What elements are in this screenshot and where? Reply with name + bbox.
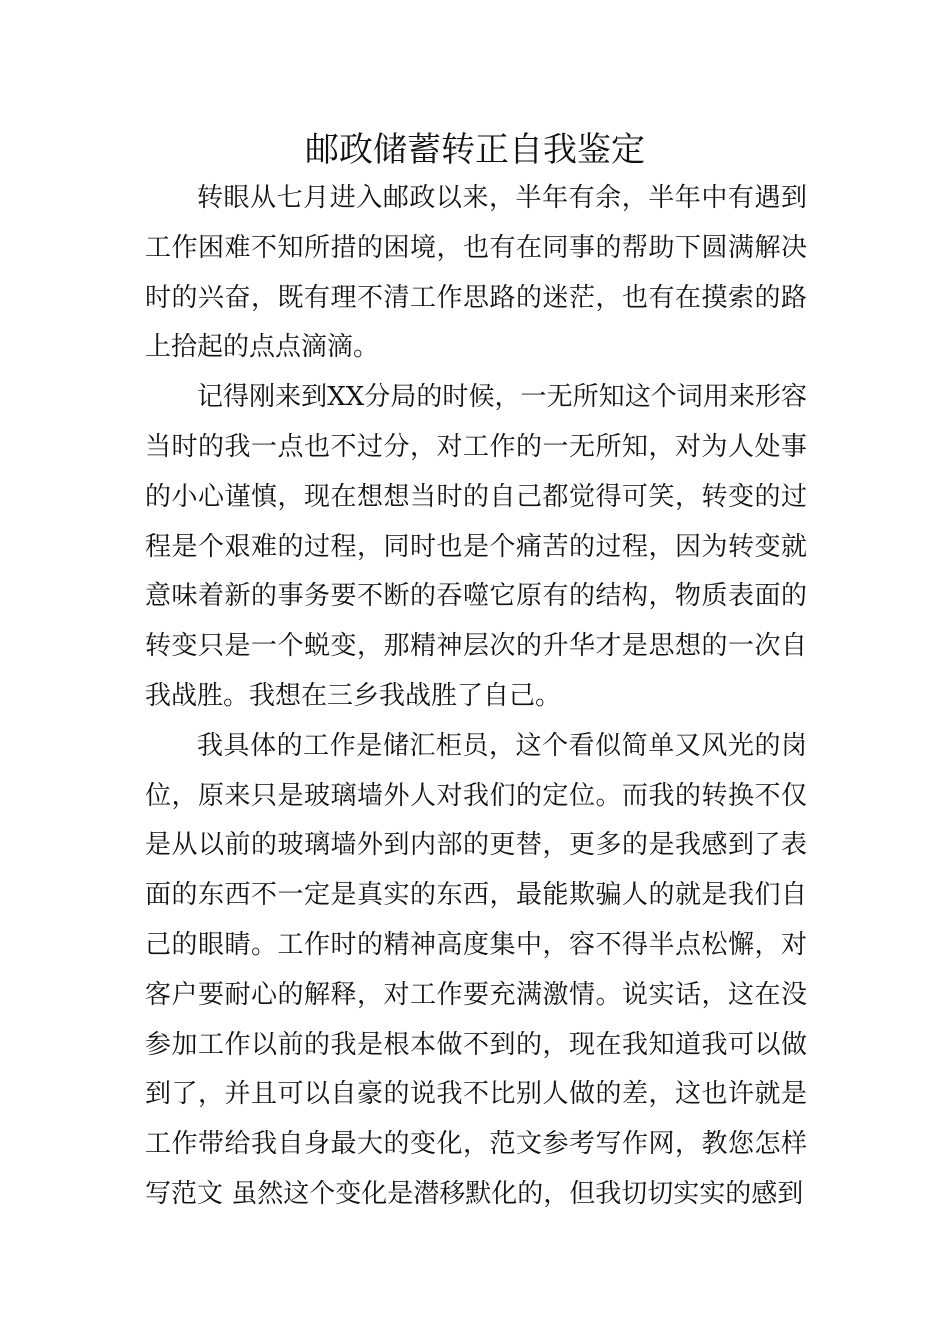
document-body xyxy=(145,174,807,1220)
document-title: 邮政储蓄转正自我鉴定 xyxy=(305,130,645,170)
paragraph-3: 我具体的工作是储汇柜员，这个看似简单又风光的岗位，原来只是玻璃墙外人对我们的定位。而我的转换不仅是从以前的玻璃墙外到内部的更替，更多的是我感到了表面的东西不一定是真实的东西，最能欺骗人的就是我们自己的眼睛。工作时的精神高度集中，容不得半点松懈，对客户要耐心的解释，对工作要充满激情。说实话，这在没参加工作以前的我是根本做不到的，现在我知道我可以做到了，并且可以自豪的说我不比别人做的差，这也许就是工作带给我自身最大的变化，范文参考写作网，教您怎样写范文 虽然这个变化是潜移默化的，但我切切实实的感到 xyxy=(145,730,807,1209)
paragraph-2: 记得刚来到XX分局的时候，一无所知这个词用来形容当时的我一点也不过分，对工作的一无所知，对为人处事的小心谨慎，现在想想当时的自己都觉得可笑，转变的过程是个艰难的过程，同时也是个痛苦的过程，因为转变就意味着新的事务要不断的吞噬它原有的结构，物质表面的转变只是一个蜕变，那精神层次的升华才是思想的一次自我战胜。我想在三乡我战胜了自己。 xyxy=(145,382,807,711)
paragraph-1: 转眼从七月进入邮政以来，半年有余，半年中有遇到工作困难不知所措的困境，也有在同事的帮助下圆满解决时的兴奋，既有理不清工作思路的迷茫，也有在摸索的路上拾起的点点滴滴。 xyxy=(145,183,807,363)
